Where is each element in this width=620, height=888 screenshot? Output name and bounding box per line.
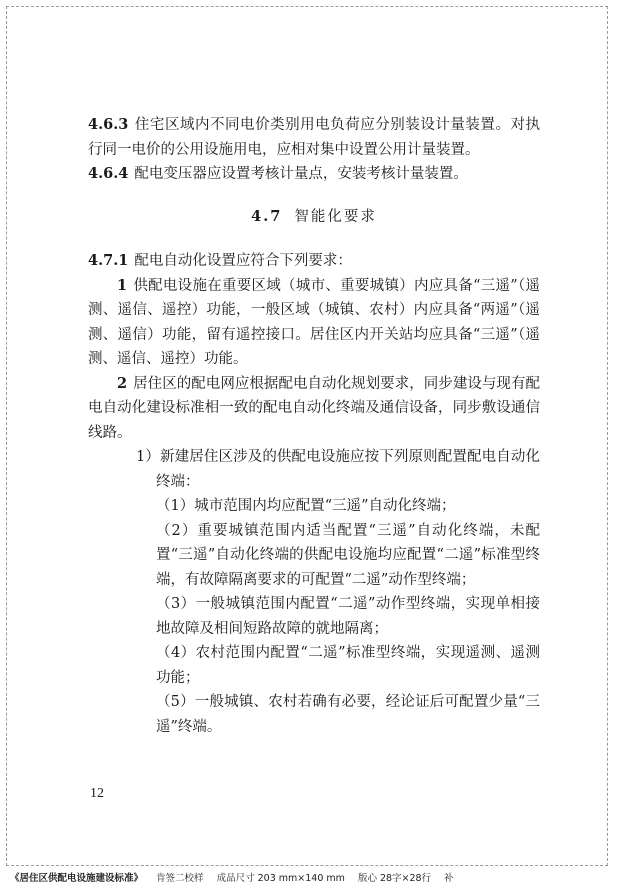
section-title: 智能化要求 <box>294 208 377 225</box>
item-text: 供配电设施在重要区域（城市、重要城镇）内应具备“三遥”（遥测、遥信、遥控）功能，一般区域（城镇、农村）内应具备“两遥”（遥测、遥信）功能，留有遥控接口。居住区内开关站均应具备“三遥”（遥测、遥信、遥控）功能。 <box>88 277 540 367</box>
sub-item-text: （3）一般城镇范围内配置“二遥”动作型终端，实现单相接地故障及相间短路故障的就地隔离； <box>156 596 540 637</box>
clause-text: 配电变压器应设置考核计量点，安装考核计量装置。 <box>134 166 468 182</box>
clause-4-6-4 <box>88 162 540 187</box>
print-footer <box>10 870 610 884</box>
clause-number: 4.6.3 <box>88 116 129 133</box>
document-body <box>88 113 540 739</box>
sub-item-text: （1）城市范围内均应配置“三遥”自动化终端； <box>156 498 456 514</box>
sub-item-1-e <box>88 690 540 739</box>
item-number: 1 <box>117 276 128 294</box>
section-heading <box>88 205 540 230</box>
clause-4-7-1 <box>88 249 540 274</box>
item-number: 2 <box>117 374 128 392</box>
sub-item-1 <box>88 445 540 494</box>
sub-item-1-c <box>88 592 540 641</box>
sub-item-text: （5）一般城镇、农村若确有必要，经论证后可配置少量“三遥”终端。 <box>156 694 540 735</box>
section-number: 4.7 <box>251 207 283 225</box>
item-text: 居住区的配电网应根据配电自动化规划要求，同步建设与现有配电自动化建设标准相一致的配电自动化终端及通信设备，同步敷设通信线路。 <box>88 375 540 441</box>
sub-item-text: 1）新建居住区涉及的供配电设施应按下列原则配置配电自动化终端： <box>136 449 540 490</box>
footer-layout: 版心 28字×28行 <box>357 873 432 884</box>
item-2 <box>88 372 540 446</box>
footer-proof: 肯签二校样 <box>156 873 204 884</box>
clause-text: 住宅区域内不同电价类别用电负荷应分别装设计量装置。对执行同一电价的公用设施用电，应相对集中设置公用计量装置。 <box>88 117 540 158</box>
page-number: 12 <box>90 786 104 801</box>
sub-item-1-b <box>88 519 540 593</box>
clause-number: 4.7.1 <box>88 252 129 269</box>
sub-item-1-d <box>88 641 540 690</box>
footer-size: 成品尺寸 203 mm×140 mm <box>216 873 345 884</box>
clause-number: 4.6.4 <box>88 165 129 182</box>
sub-item-text: （2）重要城镇范围内适当配置“三遥”自动化终端，未配置“三遥”自动化终端的供配电设施均应配置“二遥”标准型终端，有故障隔离要求的可配置“二遥”动作型终端； <box>156 522 540 588</box>
sub-item-1-a <box>88 494 540 519</box>
footer-book-title: 《居住区供配电设施建设标准》 <box>10 873 144 884</box>
clause-4-6-3 <box>88 113 540 162</box>
clause-text: 配电自动化设置应符合下列要求： <box>134 253 352 269</box>
item-1 <box>88 274 540 372</box>
footer-extra: 补 <box>444 873 454 884</box>
sub-item-text: （4）农村范围内配置“二遥”标准型终端，实现遥测、遥测功能； <box>156 645 540 686</box>
